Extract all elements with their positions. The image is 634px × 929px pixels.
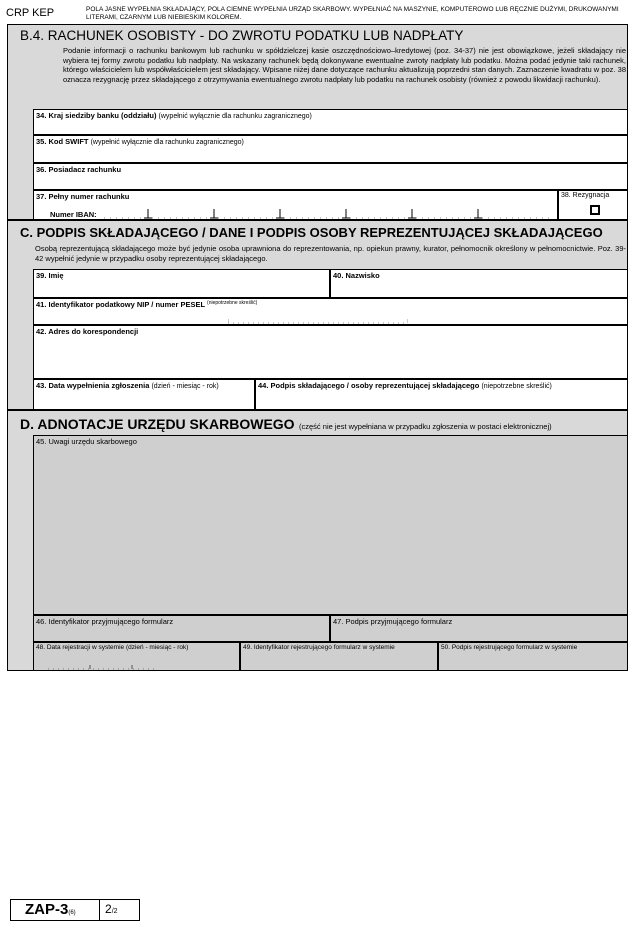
- field-40-label: 40. Nazwisko: [333, 271, 380, 280]
- section-b4-description: Podanie informacji o rachunku bankowym lub rachunku w spółdzielczej kasie oszczędnościowo–kredytowej (poz. 34-37) nie jest obowiązkowe, jeżeli składający nie wybiera tej formy zwrotu podatku lub nadpłaty. Na wskazany rachunek będą dokonywane ewentualne zwroty nadpłaty lub podatku. Można podać jedynie taki rachunek, którego właścicielem lub współwłaścicielem jest składający. Wpisane niżej dane dotyczące rachunku aktualizują poprzedni stan danych. Zaznaczenie kwadratu w poz. 38 oznacza rezygnację przez składającego z otrzymywania ewentualnego zwrotu nadpłaty lub podatku na rachunek osobisty (również z powodu likwidacji rachunku).: [63, 46, 626, 84]
- field-34-note: (wypełnić wyłącznie dla rachunku zagranicznego): [158, 113, 312, 120]
- section-c-description: Osobą reprezentującą składającego może być jedynie osoba uprawniona do reprezentowania, np. opiekun prawny, kurator, pełnomocnik określony w pełnomocnictwie. Poz. 39-42 wypełnić jedynie w przypadku osoby reprezentującej składającego.: [35, 244, 626, 263]
- field-45-label: 45. Uwagi urzędu skarbowego: [36, 437, 137, 446]
- field-38-label: 38. Rezygnacja: [561, 192, 610, 199]
- field-34-label: 34. Kraj siedziby banku (oddziału): [36, 111, 157, 120]
- field-50-label: 50. Podpis rejestrującego formularz w systemie: [441, 644, 578, 651]
- form-header-instructions: POLA JASNE WYPEŁNIA SKŁADAJĄCY, POLA CIEMNE WYPEŁNIA URZĄD SKARBOWY. WYPEŁNIAĆ NA MASZYNIE, KOMPUTEROWO LUB RĘCZNIE DUŻYMI, DRUKOWANYMI LITERAMI, CZARNYM LUB NIEBIESKIM KOLOREM.: [86, 6, 619, 21]
- form-footer: [10, 899, 140, 921]
- field-48-date-ticks: [48, 662, 158, 670]
- section-b4-title: B.4. RACHUNEK OSOBISTY - DO ZWROTU PODATKU LUB NADPŁATY: [20, 28, 464, 43]
- form-header-code: CRP KEP: [6, 7, 55, 19]
- field-42-label: 42. Adres do korespondencji: [36, 327, 139, 336]
- form-code: [25, 901, 76, 918]
- field-43-label: 43. Data wypełnienia zgłoszenia: [36, 381, 150, 390]
- field-46-label: 46. Identyfikator przyjmującego formularz: [36, 617, 174, 626]
- field-43-note: (dzień - miesiąc - rok): [151, 383, 219, 390]
- field-44-note: (niepotrzebne skreślić): [481, 383, 552, 390]
- field-35-note: (wypełnić wyłącznie dla rachunku zagranicznego): [90, 139, 244, 146]
- field-35-label: 35. Kod SWIFT: [36, 137, 89, 146]
- field-48-note: (dzień - miesiąc - rok): [125, 644, 189, 651]
- field-39-label: 39. Imię: [36, 271, 64, 280]
- field-38-resignation: [558, 190, 628, 220]
- section-d-heading: [20, 416, 552, 434]
- field-45-office-remarks: [33, 435, 628, 615]
- page-number: [105, 902, 118, 916]
- field-44-label: 44. Podpis składającego / osoby reprezentującej składającego: [258, 381, 480, 390]
- section-c-title: C. PODPIS SKŁADAJĄCEGO / DANE I PODPIS OSOBY REPREZENTUJĄCEJ SKŁADAJĄCEGO: [20, 225, 603, 240]
- field-40-last-name[interactable]: [330, 269, 628, 298]
- section-d-title: D. ADNOTACJE URZĘDU SKARBOWEGO: [20, 416, 295, 432]
- field-41-note: (niepotrzebne skreślić): [207, 300, 258, 306]
- resignation-checkbox[interactable]: [590, 205, 600, 215]
- field-42-correspondence-address[interactable]: [33, 325, 628, 379]
- field-48-registration-date: [33, 642, 240, 671]
- field-49-label: 49. Identyfikator rejestrującego formularz w systemie: [243, 644, 395, 651]
- field-36-account-holder[interactable]: [33, 163, 628, 190]
- field-44-signature[interactable]: [255, 379, 628, 410]
- form-version: (6): [68, 910, 76, 916]
- page-current: 2: [105, 902, 112, 916]
- page-total: /2: [111, 908, 118, 915]
- field-37-iban-ticks: [104, 207, 554, 219]
- field-39-first-name[interactable]: [33, 269, 330, 298]
- field-37-account-number[interactable]: [33, 190, 558, 220]
- field-47-label: 47. Podpis przyjmującego formularz: [333, 617, 453, 626]
- field-50-registrar-signature: [438, 642, 628, 671]
- form-code-text: ZAP-3: [25, 901, 69, 918]
- field-41-label: 41. Identyfikator podatkowy NIP / numer PESEL: [36, 300, 205, 309]
- field-43-fill-date[interactable]: [33, 379, 255, 410]
- field-46-receiver-id: [33, 615, 330, 642]
- section-b4: [7, 24, 628, 220]
- field-37-iban-label: Numer IBAN:: [50, 210, 97, 219]
- field-36-label: 36. Posiadacz rachunku: [36, 165, 122, 174]
- section-d: [7, 410, 628, 671]
- section-c: [7, 220, 628, 410]
- field-35-swift-code[interactable]: [33, 135, 628, 163]
- field-48-label: 48. Data rejestracji w systemie: [36, 644, 125, 651]
- field-49-registrar-id: [240, 642, 438, 671]
- field-41-digit-ticks: [228, 316, 408, 324]
- section-d-note: (część nie jest wypełniana w przypadku zgłoszenia w postaci elektronicznej): [299, 422, 552, 431]
- footer-divider: [99, 900, 100, 920]
- field-41-nip-pesel[interactable]: [33, 298, 628, 325]
- field-47-receiver-signature: [330, 615, 628, 642]
- field-34-bank-country[interactable]: [33, 109, 628, 135]
- field-37-label: 37. Pełny numer rachunku: [36, 192, 130, 201]
